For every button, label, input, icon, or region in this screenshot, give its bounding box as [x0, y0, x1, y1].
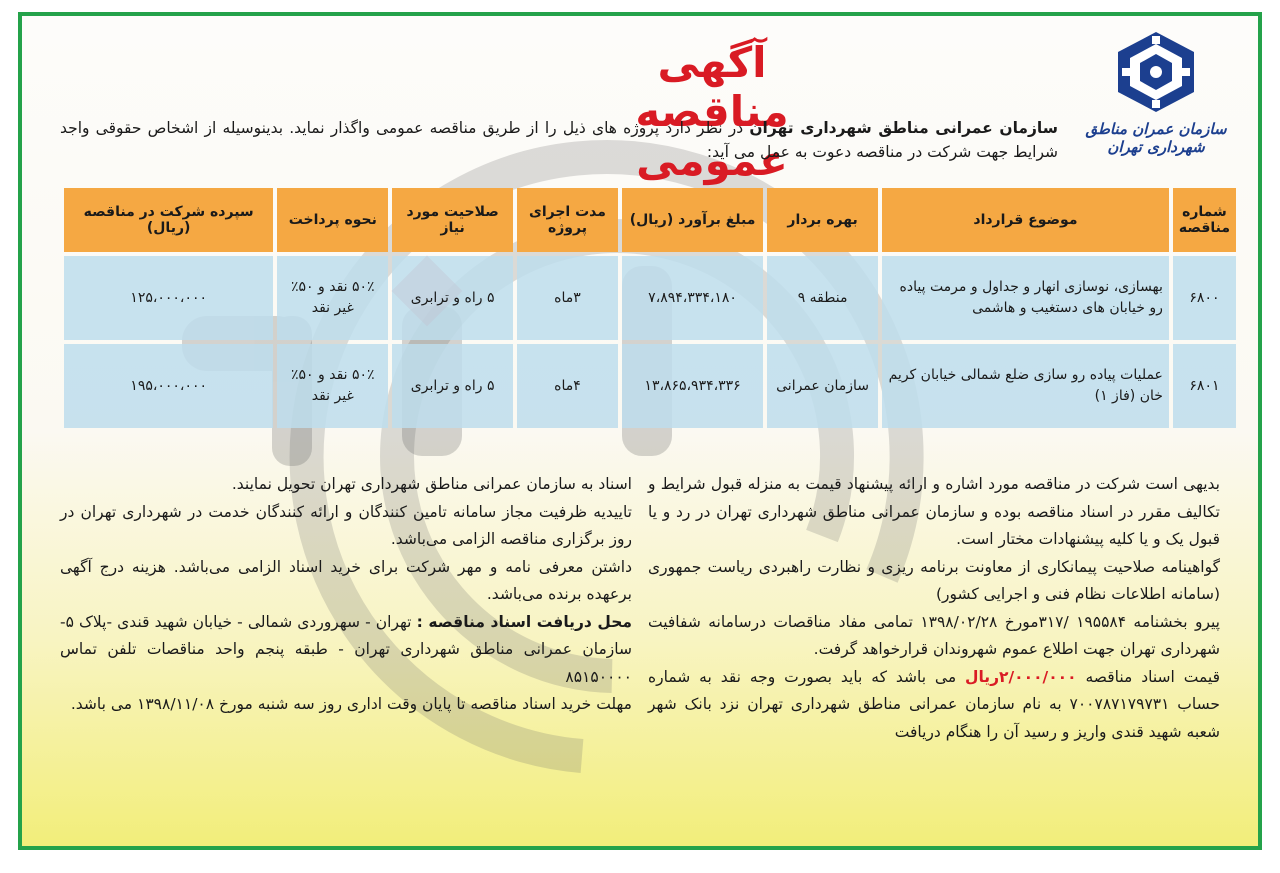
- document-price: ۲/۰۰۰/۰۰۰ریال: [965, 667, 1077, 686]
- paragraph: اسناد به سازمان عمرانی مناطق شهرداری تهران تحویل نمایند.: [231, 475, 632, 493]
- left-column: [60, 471, 632, 719]
- ad-frame: [18, 12, 1262, 850]
- intro-org: سازمان عمرانی مناطق شهرداری تهران: [749, 119, 1058, 137]
- intro-text: [60, 116, 1058, 164]
- header-estimate: مبلغ برآورد (ریال): [622, 188, 763, 252]
- page-title: آگهی مناقصه عمومی: [635, 38, 789, 185]
- table-row: [64, 344, 1236, 428]
- cell-subject: عملیات پیاده رو سازی ضلع شمالی خیابان کریم خان (فاز ۱): [882, 344, 1169, 428]
- header-qualification: صلاحیت مورد نیاز: [392, 188, 513, 252]
- cell-operator: سازمان عمرانی: [767, 344, 878, 428]
- cell-operator: منطقه ۹: [767, 256, 878, 340]
- intro-body: در نظر دارد پروژه های ذیل را از طریق مناقصه عمومی واگذار نماید. بدینوسیله از اشخاص حقوقی واجد شرایط جهت شرکت در مناقصه دعوت به عمل می آید:: [60, 119, 1058, 161]
- cell-duration: ۳ماه: [517, 256, 618, 340]
- location-label: محل دریافت اسناد مناقصه :: [416, 612, 633, 631]
- cell-number: ۶۸۰۰: [1173, 256, 1236, 340]
- paragraph: داشتن معرفی نامه و مهر شرکت برای خرید اسناد الزامی می‌باشد. هزینه درج آگهی برعهده برنده می‌باشد.: [60, 557, 632, 603]
- header-deposit: سپرده شرکت در مناقصه (ریال): [64, 188, 273, 252]
- tender-table: [60, 184, 1240, 432]
- header-payment: نحوه پرداخت: [277, 188, 388, 252]
- paragraph: گواهینامه صلاحیت پیمانکاری از معاونت برنامه ریزی و نظارت راهبردی ریاست جمهوری (سامانه اطلاعات نظام فنی و اجرایی کشور): [648, 557, 1220, 603]
- header-subject: موضوع قرارداد: [882, 188, 1169, 252]
- paragraph: پیرو بخشنامه ۱۹۵۵۸۴ /۳۱۷مورخ ۱۳۹۸/۰۲/۲۸ تمامی مفاد مناقصات درسامانه شفافیت شهرداری تهران جهت اطلاع عموم شهروندان قرارخواهد گرفت.: [648, 612, 1220, 658]
- logo-text: سازمان عمران مناطق شهرداری تهران: [1085, 120, 1227, 156]
- cell-duration: ۴ماه: [517, 344, 618, 428]
- cell-deposit: ۱۹۵،۰۰۰،۰۰۰: [64, 344, 273, 428]
- cell-qualification: ۵ راه و ترابری: [392, 256, 513, 340]
- location-text: تهران - سهروردی شمالی - خیابان شهید قندی -پلاک ۵- سازمان عمرانی مناطق شهرداری تهران - طبقه پنجم واحد مناقصات تلفن تماس ۸۵۱۵۰۰۰۰: [60, 612, 632, 686]
- cell-deposit: ۱۲۵،۰۰۰،۰۰۰: [64, 256, 273, 340]
- cell-qualification: ۵ راه و ترابری: [392, 344, 513, 428]
- table-row: [64, 256, 1236, 340]
- organization-logo: [1076, 30, 1236, 156]
- header-duration: مدت اجرای پروژه: [517, 188, 618, 252]
- emblem-icon: [1108, 30, 1204, 114]
- cell-subject: بهسازی، نوسازی انهار و جداول و مرمت پیاده رو خیابان های دستغیب و هاشمی: [882, 256, 1169, 340]
- right-column: [648, 471, 1220, 746]
- paragraph: بدیهی است شرکت در مناقصه مورد اشاره و ارائه پیشنهاد قیمت به منزله قبول شرایط و تکالیف مقرر در اسناد مناقصه بوده و سازمان عمرانی مناطق شهرداری تهران در رد و یا قبول یک و یا کلیه پیشنهادات مختار است.: [648, 475, 1220, 548]
- header-operator: بهره بردار: [767, 188, 878, 252]
- cell-number: ۶۸۰۱: [1173, 344, 1236, 428]
- cell-payment: ۵۰٪ نقد و ۵۰٪ غیر نقد: [277, 256, 388, 340]
- header-number: شماره مناقصه: [1173, 188, 1236, 252]
- cell-estimate: ۱۳،۸۶۵،۹۳۴،۳۳۶: [622, 344, 763, 428]
- table-header-row: [64, 188, 1236, 252]
- paragraph: مهلت خرید اسناد مناقصه تا پایان وقت اداری روز سه شنبه مورخ ۱۳۹۸/۱۱/۰۸ می باشد.: [70, 695, 632, 713]
- cell-payment: ۵۰٪ نقد و ۵۰٪ غیر نقد: [277, 344, 388, 428]
- paragraph: [648, 664, 1220, 747]
- price-suffix: می باشد که باید بصورت وجه نقد به شماره حساب ۷۰۰۷۸۷۱۷۹۷۳۱ به نام سازمان عمرانی مناطق شهرداری تهران نزد بانک شهر شعبه شهید قندی واریز و رسید آن را هنگام دریافت: [648, 667, 1220, 741]
- paragraph: تاییدیه ظرفیت مجاز سامانه تامین کنندگان و ارائه کنندگان خدمت در شهرداری تهران در روز برگزاری مناقصه الزامی می‌باشد.: [60, 502, 632, 548]
- paragraph: [60, 609, 632, 692]
- cell-estimate: ۷،۸۹۴،۳۳۴،۱۸۰: [622, 256, 763, 340]
- price-prefix: قیمت اسناد مناقصه: [1076, 667, 1220, 686]
